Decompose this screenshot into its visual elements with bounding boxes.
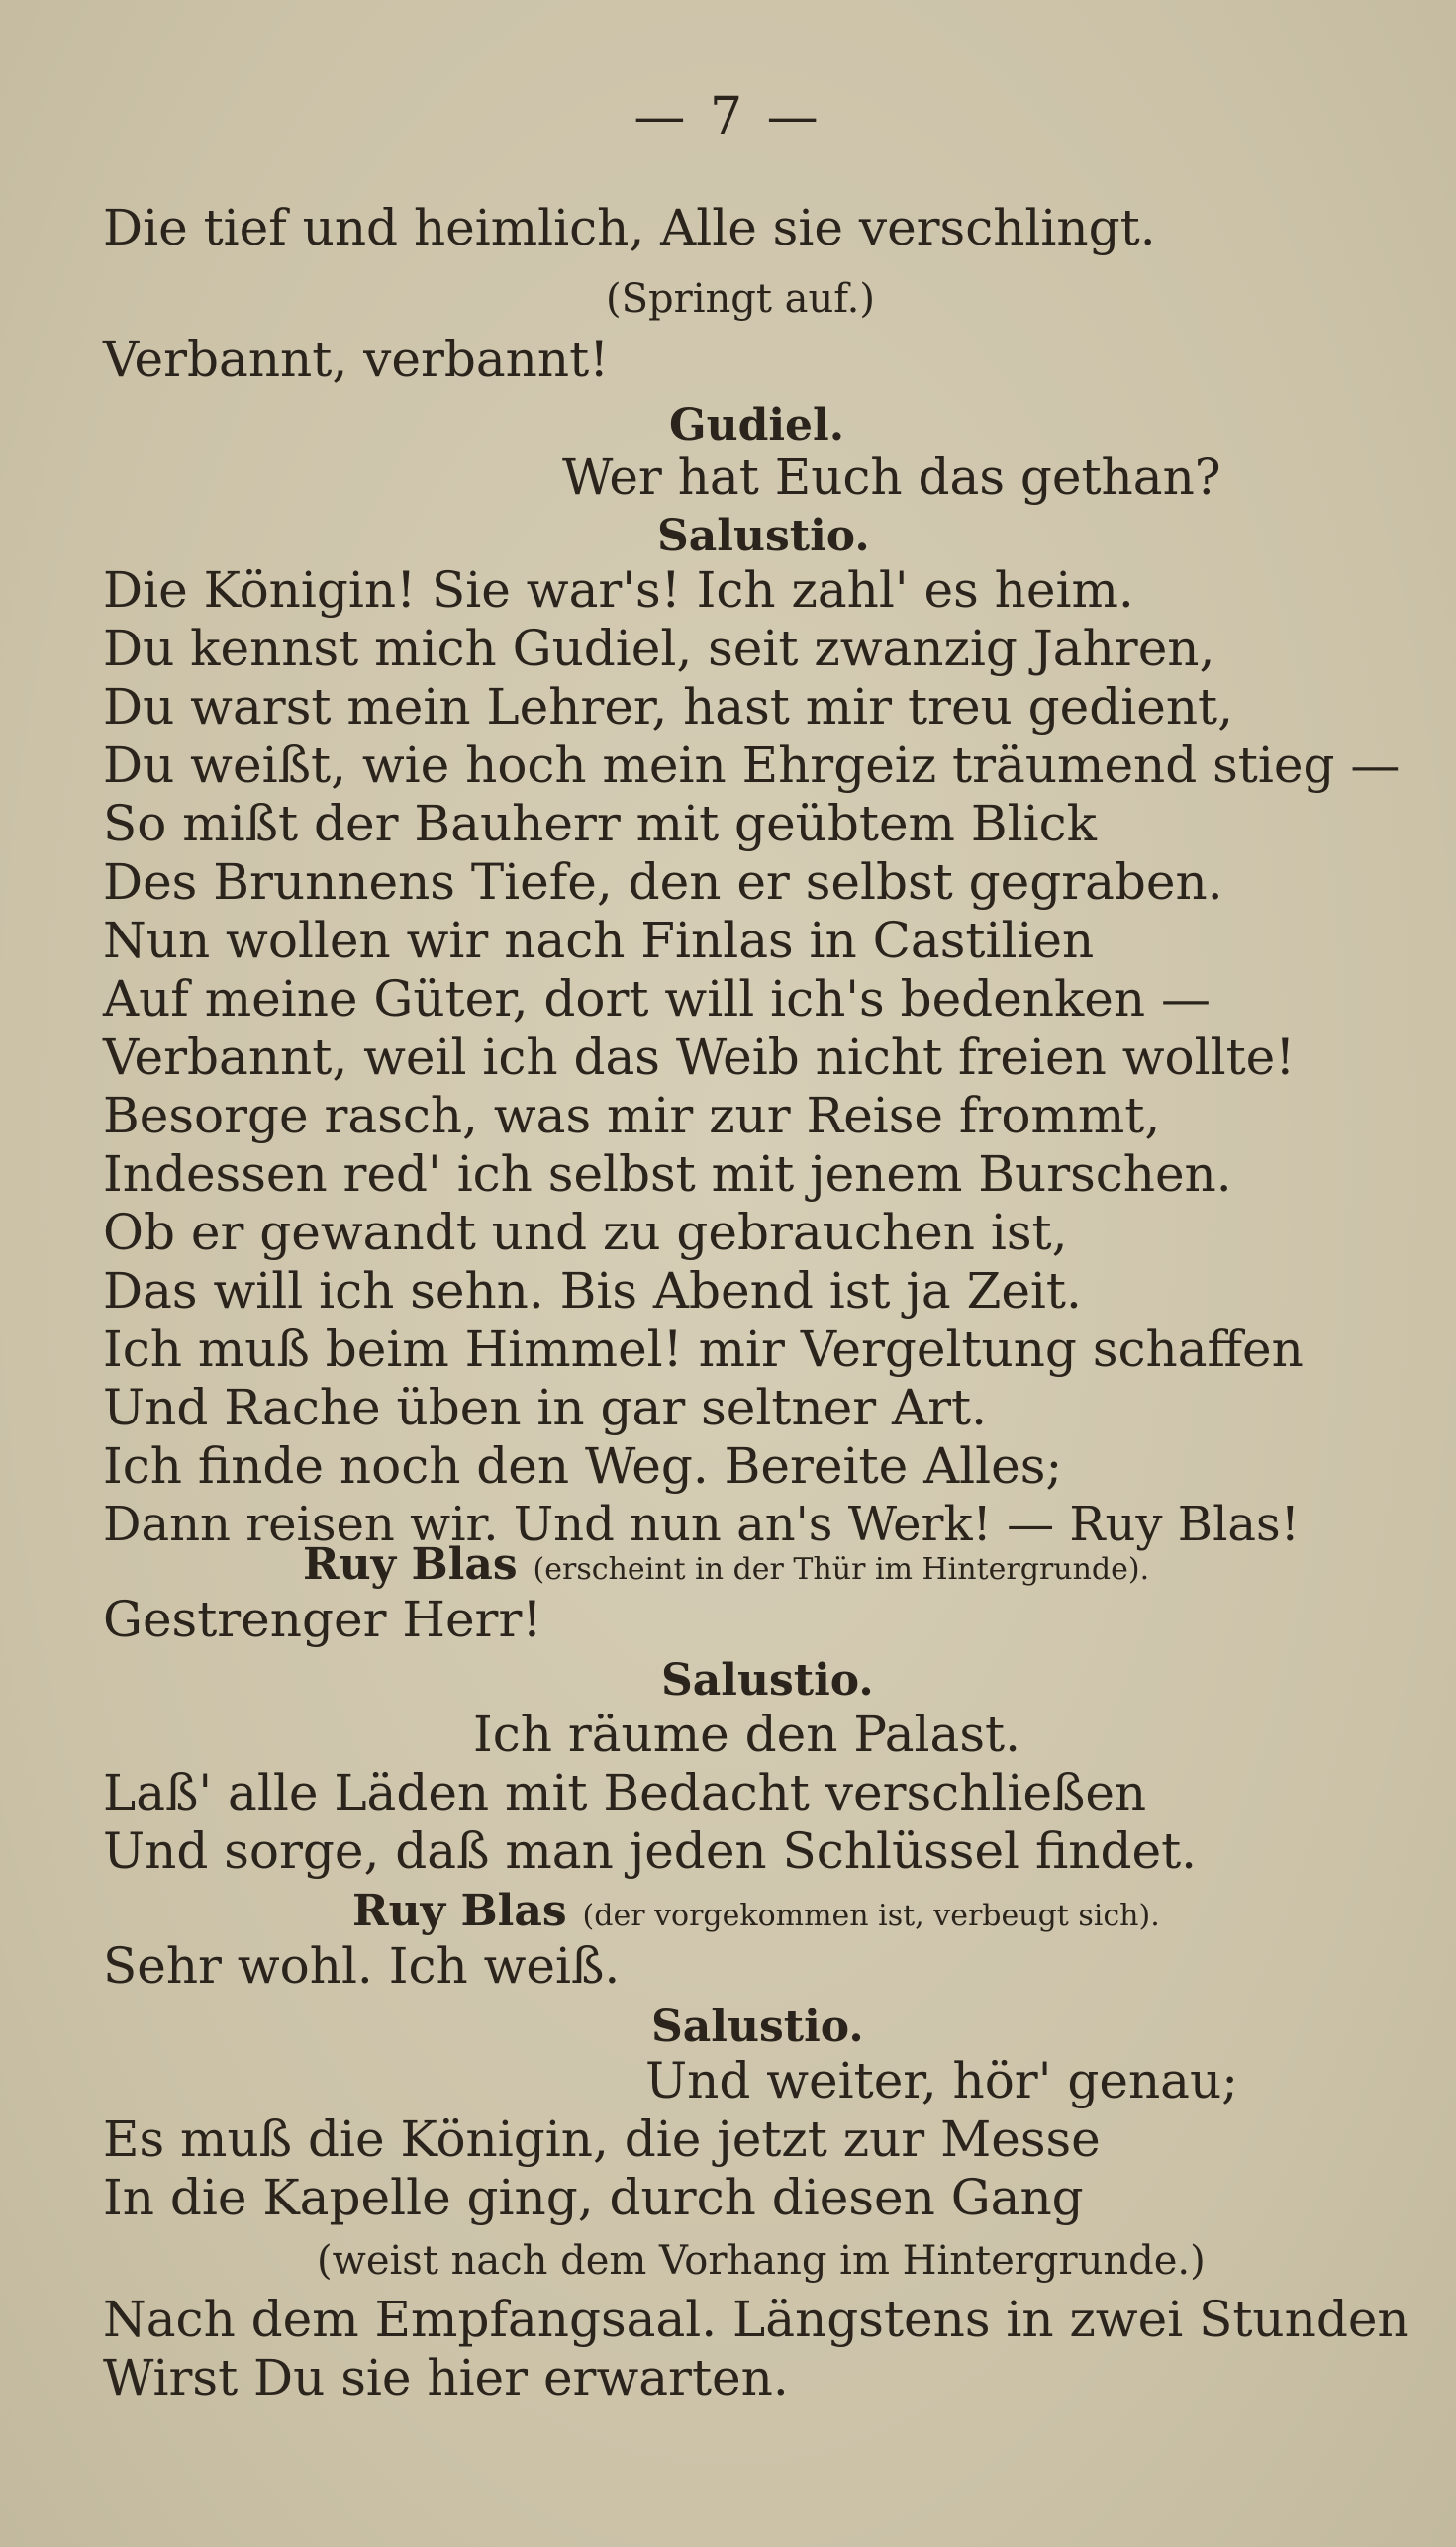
- stage-direction: (der vorgekommen ist, verbeugt sich).: [582, 1899, 1160, 1933]
- verse-line: Die Königin! Sie war's! Ich zahl' es heim.: [103, 561, 1134, 619]
- page-number: — 7 —: [633, 87, 823, 147]
- verse-line: Wer hat Euch das gethan?: [562, 448, 1221, 506]
- verse-line: Du weißt, wie hoch mein Ehrgeiz träumend stieg —: [103, 736, 1401, 794]
- verse-line: In die Kapelle ging, durch diesen Gang: [103, 2169, 1084, 2226]
- stage-direction: (weist nach dem Vorhang im Hintergrunde.): [317, 2238, 1206, 2284]
- verse-line: So mißt der Bauherr mit geübtem Blick: [103, 795, 1097, 852]
- speaker-name: Gudiel.: [669, 400, 845, 450]
- stage-direction: (erscheint in der Thür im Hintergrunde).: [533, 1552, 1150, 1587]
- verse-line: Und sorge, daß man jeden Schlüssel findet.: [103, 1822, 1198, 1880]
- verse-line: Ich muß beim Himmel! mir Vergeltung schaffen: [103, 1321, 1304, 1378]
- verse-line: Das will ich sehn. Bis Abend ist ja Zeit.: [103, 1262, 1082, 1320]
- verse-line: Und weiter, hör' genau;: [645, 2052, 1238, 2109]
- verse-line: Des Brunnens Tiefe, den er selbst gegraben.: [103, 853, 1223, 911]
- speaker-name: Ruy Blas: [303, 1539, 518, 1590]
- verse-line: Du kennst mich Gudiel, seit zwanzig Jahren,: [103, 620, 1215, 677]
- stage-direction: (Springt auf.): [606, 276, 875, 322]
- verse-line: Laß' alle Läden mit Bedacht verschließen: [103, 1764, 1147, 1821]
- verse-line: Dann reisen wir. Und nun an's Werk! — Ruy Blas!: [103, 1497, 1300, 1552]
- speaker-name: Salustio.: [651, 2002, 864, 2052]
- verse-line: Gestrenger Herr!: [103, 1591, 542, 1648]
- verse-line: Nach dem Empfangsaal. Längstens in zwei Stunden: [103, 2291, 1409, 2348]
- verse-line: Besorge rasch, was mir zur Reise frommt,: [103, 1087, 1161, 1144]
- verse-line: Auf meine Güter, dort will ich's bedenken —: [103, 970, 1211, 1028]
- verse-line: Nun wollen wir nach Finlas in Castilien: [103, 912, 1095, 969]
- verse-line: Ob er gewandt und zu gebrauchen ist,: [103, 1204, 1068, 1261]
- verse-line: Es muß die Königin, die jetzt zur Messe: [103, 2110, 1101, 2168]
- verse-line: Und Rache üben in gar seltner Art.: [103, 1379, 988, 1436]
- verse-line: Indessen red' ich selbst mit jenem Burschen.: [103, 1145, 1232, 1203]
- verse-line: Du warst mein Lehrer, hast mir treu gedient,: [103, 678, 1234, 735]
- verse-line: Verbannt, verbannt!: [103, 331, 610, 388]
- verse-line: Verbannt, weil ich das Weib nicht freien wollte!: [103, 1029, 1296, 1086]
- verse-line: Ich räume den Palast.: [473, 1706, 1021, 1763]
- verse-line: Sehr wohl. Ich weiß.: [103, 1937, 621, 1995]
- verse-line: Ich finde noch den Weg. Bereite Alles;: [103, 1437, 1063, 1495]
- speaker-name: Ruy Blas: [352, 1886, 567, 1936]
- speaker-name: Salustio.: [661, 1655, 874, 1706]
- speaker-name: Salustio.: [657, 511, 870, 561]
- verse-line: Wirst Du sie hier erwarten.: [103, 2349, 789, 2406]
- verse-line: Die tief und heimlich, Alle sie verschlingt.: [103, 199, 1156, 256]
